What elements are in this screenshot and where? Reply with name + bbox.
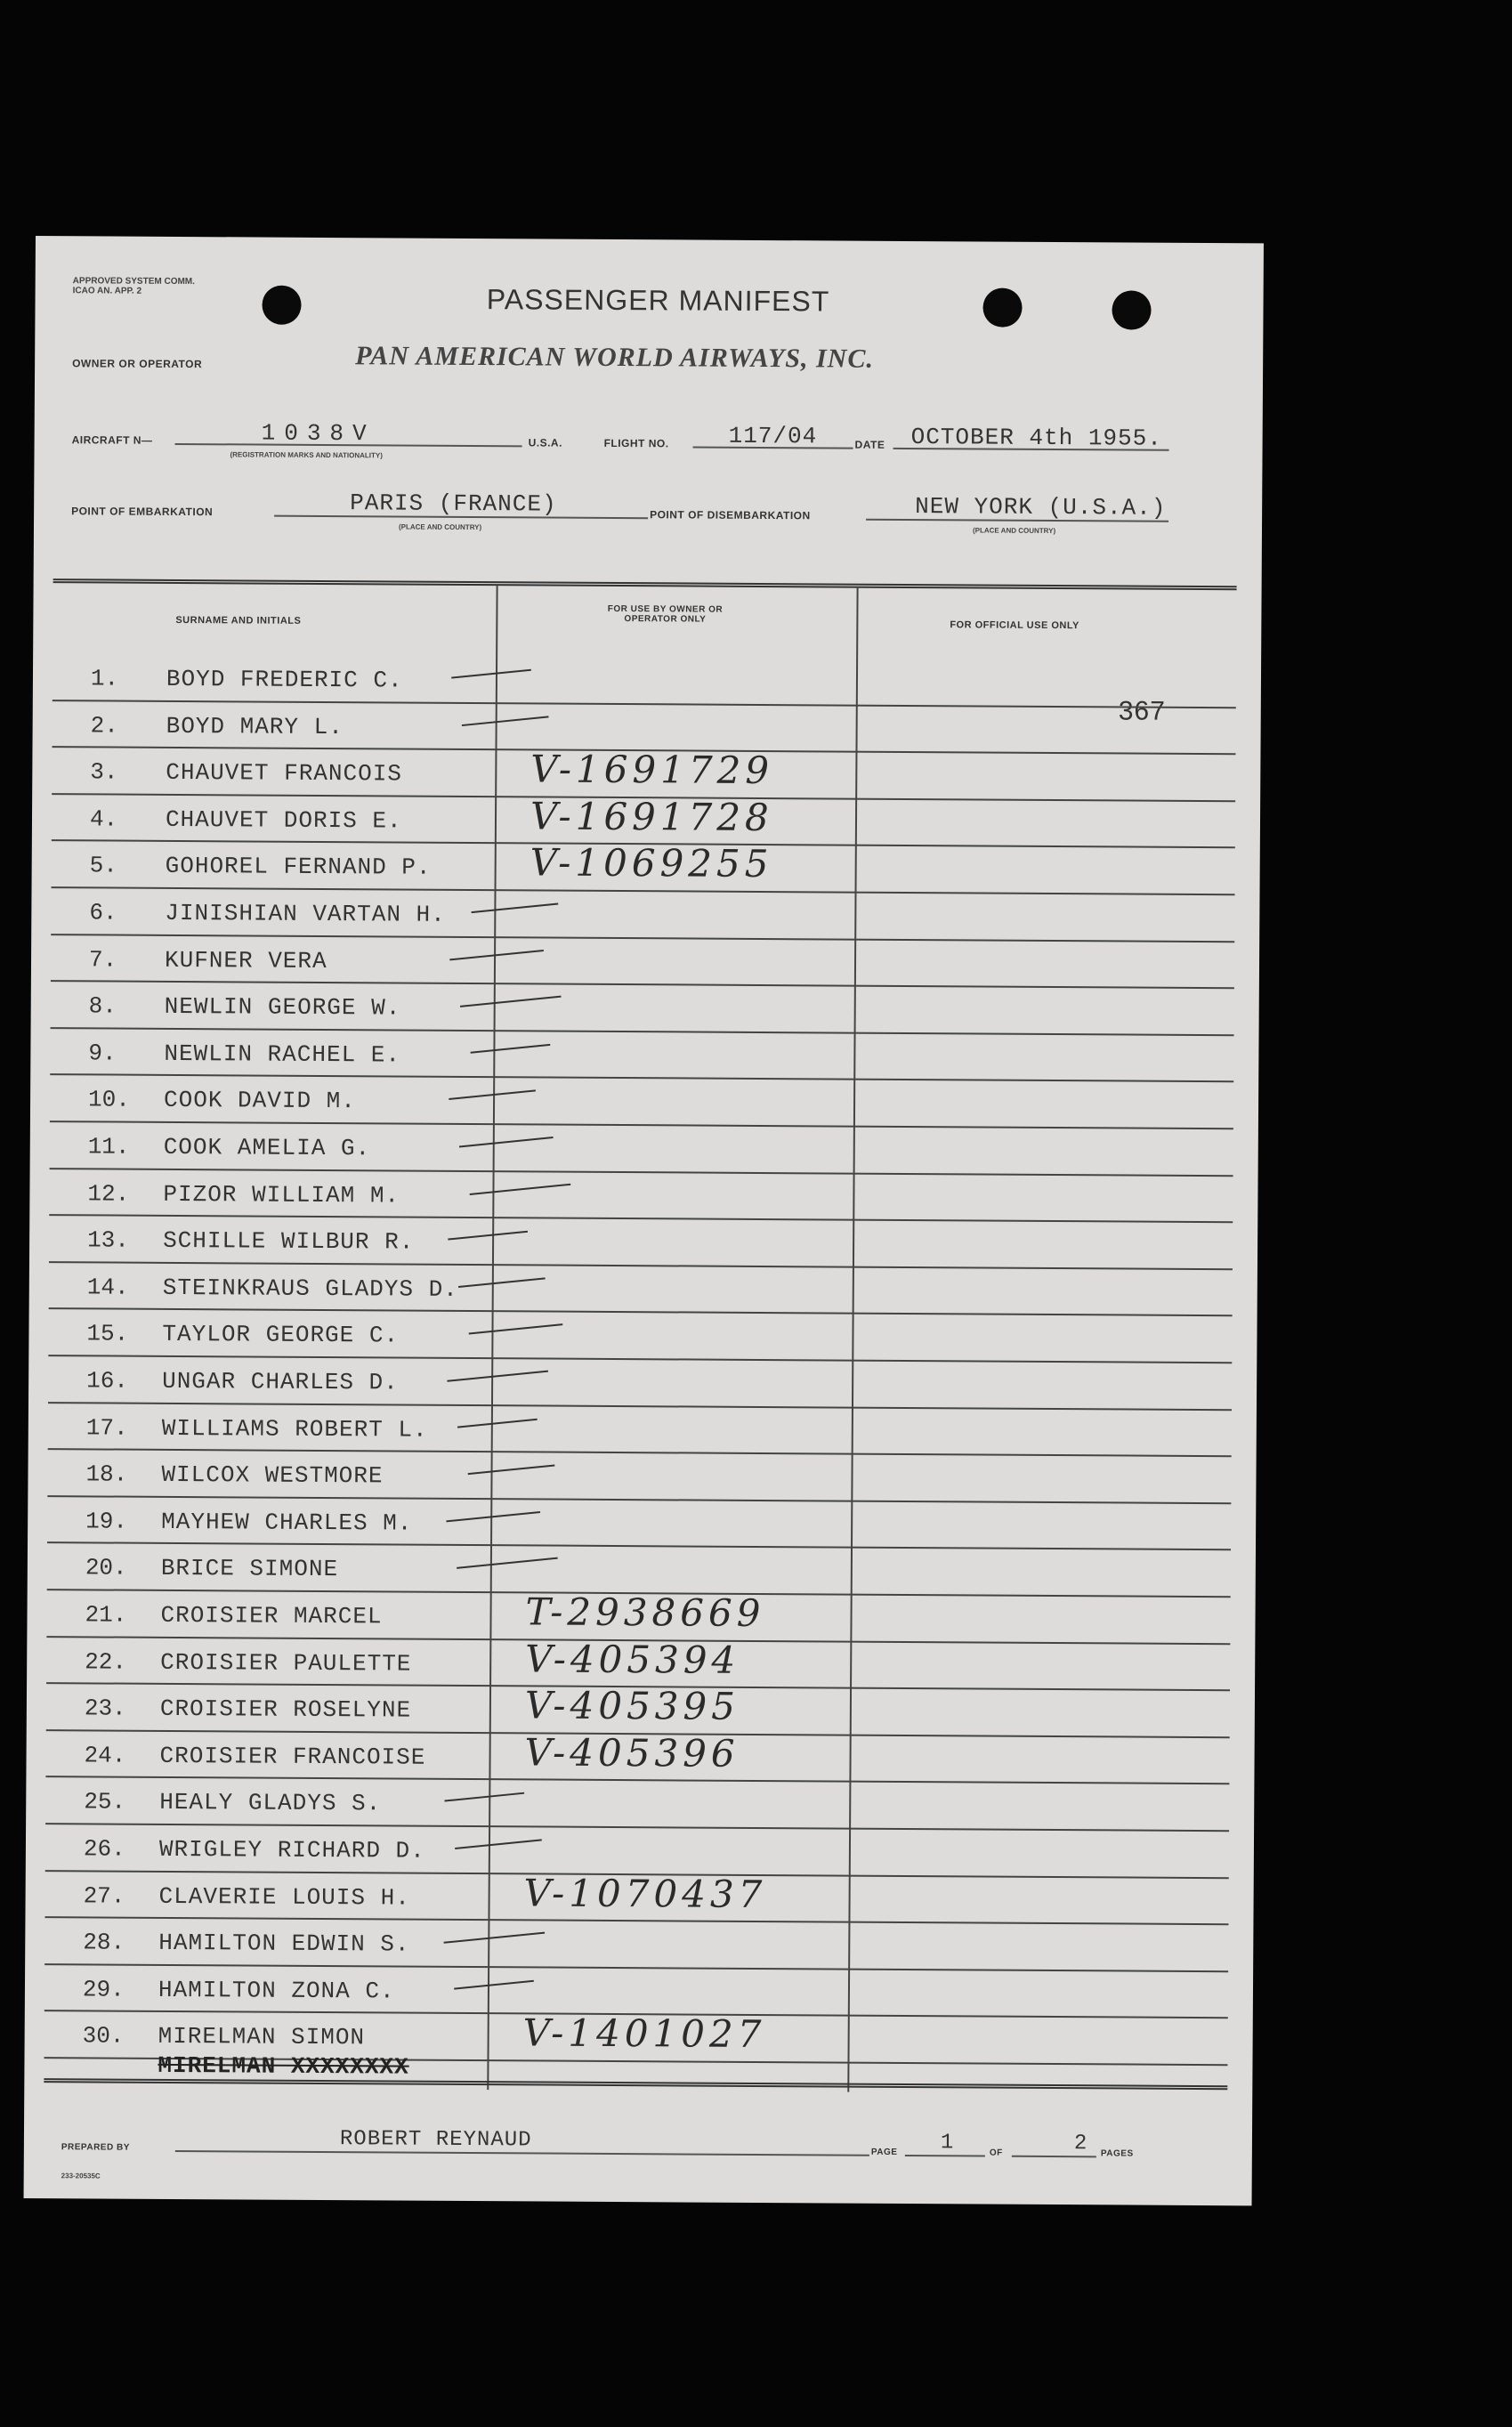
check-mark — [444, 1932, 546, 1944]
row-number: 17. — [85, 1413, 128, 1442]
disembarkation-label: POINT OF DISEMBARKATION — [650, 508, 811, 522]
check-mark — [457, 1557, 558, 1569]
check-mark — [444, 1792, 524, 1802]
row-number: 19. — [85, 1508, 128, 1535]
row-number: 9. — [88, 1040, 117, 1067]
passenger-row — [29, 1169, 1257, 1224]
column-header-operator: FOR USE BY OWNER OR OPERATOR ONLY — [607, 603, 724, 625]
row-number: 10. — [87, 1086, 130, 1114]
row-number: 3. — [90, 758, 118, 786]
page-label: PAGE — [870, 2147, 898, 2157]
visa-number: V-405394 — [525, 1636, 740, 1682]
date-label: DATE — [854, 438, 885, 451]
column-header-name: SURNAME AND INITIALS — [175, 614, 302, 627]
row-number: 5. — [89, 852, 117, 879]
visa-number: V-1069255 — [530, 840, 773, 886]
check-mark — [470, 1183, 571, 1194]
passenger-row — [28, 1356, 1257, 1411]
check-mark — [469, 1323, 563, 1334]
passenger-name: CROISIER FRANCOISE — [159, 1742, 426, 1771]
row-number: 24. — [84, 1742, 126, 1769]
passenger-row — [31, 888, 1259, 942]
passenger-name: NEWLIN GEORGE W. — [164, 993, 401, 1022]
flight-date: OCTOBER 4th 1955. — [910, 424, 1162, 452]
table-bottom-rule — [44, 2078, 1227, 2090]
visa-number: T-2938669 — [525, 1590, 765, 1636]
row-number: 12. — [87, 1179, 130, 1208]
passenger-name: SCHILLE WILBUR R. — [163, 1227, 415, 1256]
row-number: 14. — [86, 1274, 129, 1301]
passenger-name: PIZOR WILLIAM M. — [163, 1180, 400, 1209]
check-mark — [471, 1044, 551, 1054]
embarkation-place: PARIS (FRANCE) — [350, 489, 557, 518]
flight-label: FLIGHT NO. — [603, 436, 669, 450]
passenger-name: WILCOX WESTMORE — [161, 1461, 384, 1490]
check-mark — [457, 1418, 538, 1428]
official-note: 367 — [1118, 696, 1166, 726]
row-number: 16. — [86, 1367, 129, 1395]
punch-hole — [982, 288, 1022, 328]
passenger-name: GOHOREL FERNAND P. — [165, 853, 432, 882]
passenger-row — [28, 1497, 1256, 1551]
passenger-name: HEALY GLADYS S. — [159, 1789, 382, 1817]
disembarkation-sublabel: (PLACE AND COUNTRY) — [972, 526, 1056, 536]
row-number: 25. — [84, 1788, 126, 1816]
passenger-row — [25, 1872, 1253, 1926]
passenger-name: STEINKRAUS GLADYS D. — [162, 1274, 458, 1303]
passenger-name: COOK DAVID M. — [163, 1087, 357, 1115]
country-label: U.S.A. — [528, 436, 562, 449]
row-number: 6. — [89, 899, 117, 926]
row-number: 8. — [88, 992, 117, 1020]
check-mark — [455, 1839, 542, 1849]
row-number: 7. — [88, 945, 117, 974]
passenger-name: CLAVERIE LOUIS H. — [158, 1882, 410, 1912]
row-number: 28. — [83, 1929, 125, 1956]
page-line — [905, 2155, 985, 2157]
row-number: 15. — [86, 1320, 129, 1348]
passenger-row — [30, 1029, 1258, 1083]
passenger-name: HAMILTON EDWIN S. — [158, 1929, 410, 1958]
row-number: 27. — [83, 1881, 125, 1910]
prepared-by: ROBERT REYNAUD — [339, 2127, 532, 2153]
passenger-row — [25, 1918, 1253, 1972]
row-number: 23. — [84, 1695, 126, 1722]
check-mark — [462, 716, 549, 726]
flight-number: 117/04 — [728, 422, 818, 450]
form-number: 233-20535C — [61, 2172, 101, 2180]
row-number: 2. — [90, 711, 118, 740]
visa-number: V-1070437 — [523, 1870, 767, 1916]
operator-name: PAN AMERICAN WORLD AIRWAYS, INC. — [355, 341, 875, 374]
row-number: 21. — [85, 1601, 127, 1629]
total-pages: 2 — [1073, 2132, 1088, 2156]
passenger-name: BRICE SIMONE — [160, 1555, 339, 1583]
passenger-name: HAMILTON ZONA C. — [158, 1976, 395, 2005]
passenger-row — [28, 1404, 1257, 1458]
check-mark — [454, 1980, 534, 1990]
passenger-row — [26, 1777, 1254, 1832]
passenger-row — [31, 982, 1259, 1036]
embarkation-sublabel: (PLACE AND COUNTRY) — [398, 522, 482, 532]
passenger-row — [30, 1122, 1258, 1177]
passenger-row — [26, 1731, 1254, 1785]
passenger-name: BOYD MARY L. — [166, 712, 344, 740]
row-number: 26. — [83, 1835, 125, 1863]
check-mark — [449, 950, 544, 960]
check-mark — [446, 1511, 540, 1522]
passenger-name: CHAUVET FRANCOIS — [166, 759, 403, 788]
check-mark — [451, 669, 531, 679]
manifest-sheet — [24, 236, 1264, 2205]
punch-hole — [1112, 290, 1151, 329]
passenger-row — [30, 1075, 1258, 1129]
prepared-by-label: PREPARED BY — [61, 2142, 130, 2153]
passenger-row — [33, 654, 1261, 708]
check-mark — [460, 996, 562, 1007]
owner-label: OWNER OR OPERATOR — [72, 357, 203, 371]
row-number: 30. — [82, 2022, 125, 2051]
aircraft-label: AIRCRAFT N— — [71, 433, 153, 447]
visa-number: V-405395 — [524, 1683, 740, 1729]
passenger-name: COOK AMELIA G. — [163, 1133, 371, 1162]
passenger-name: BOYD FREDERIC C. — [166, 665, 403, 694]
visa-number: V-1401027 — [522, 2010, 766, 2057]
aircraft-number: 1038V — [261, 419, 376, 448]
passenger-name: NEWLIN RACHEL E. — [164, 1040, 401, 1069]
row-number: 18. — [85, 1460, 128, 1488]
passenger-name: UNGAR CHARLES D. — [162, 1367, 399, 1396]
check-mark — [458, 1277, 546, 1288]
passenger-name: CROISIER MARCEL — [160, 1601, 383, 1630]
pages-label: PAGES — [1100, 2148, 1134, 2159]
passenger-row — [29, 1216, 1257, 1270]
passenger-row — [29, 1263, 1257, 1317]
table-top-rule — [53, 578, 1237, 590]
check-mark — [447, 1371, 548, 1382]
row-number: 1. — [90, 665, 119, 692]
row-number: 22. — [85, 1647, 127, 1676]
check-mark — [472, 902, 559, 913]
passenger-name: WRIGLEY RICHARD D. — [158, 1835, 425, 1865]
check-mark — [459, 1137, 554, 1147]
passenger-row — [28, 1450, 1256, 1504]
passenger-name: MIRELMAN SIMON — [158, 2023, 366, 2051]
check-mark — [448, 1231, 528, 1241]
row-number: 29. — [82, 1976, 125, 2003]
row-number: 13. — [87, 1226, 130, 1254]
row-number: 20. — [85, 1554, 127, 1582]
passenger-name: JINISHIAN VARTAN H. — [165, 899, 446, 928]
aircraft-sublabel: (REGISTRATION MARKS AND NATIONALITY) — [230, 450, 383, 460]
struck-entry: MIRELMAN XXXXXXXX — [158, 2051, 409, 2081]
visa-number: V-1691728 — [530, 794, 773, 839]
disembarkation-place: NEW YORK (U.S.A.) — [915, 493, 1167, 522]
passenger-row — [31, 935, 1259, 990]
check-mark — [449, 1090, 536, 1101]
passenger-name: WILLIAMS ROBERT L. — [161, 1414, 428, 1444]
passenger-name: CHAUVET DORIS E. — [165, 805, 402, 835]
passenger-row — [32, 841, 1260, 895]
document-title: PASSENGER MANIFEST — [486, 283, 830, 318]
check-mark — [468, 1465, 555, 1476]
passenger-row — [28, 1309, 1257, 1363]
passenger-name: KUFNER VERA — [164, 946, 327, 975]
column-header-official: FOR OFFICIAL USE ONLY — [950, 619, 1079, 632]
passenger-name: MAYHEW CHARLES M. — [161, 1508, 413, 1537]
embarkation-label: POINT OF EMBARKATION — [71, 505, 214, 519]
approval-stamp: APPROVED SYSTEM COMM. ICAO AN. APP. 2 — [72, 276, 195, 296]
row-number: 4. — [89, 805, 118, 833]
passenger-name: CROISIER ROSELYNE — [159, 1695, 412, 1724]
of-label: OF — [989, 2148, 1003, 2158]
visa-number: V-1691729 — [530, 747, 774, 793]
page-number: 1 — [940, 2131, 955, 2156]
visa-number: V-405396 — [524, 1730, 740, 1776]
passenger-name: TAYLOR GEORGE C. — [162, 1321, 400, 1349]
passenger-name: CROISIER PAULETTE — [160, 1648, 412, 1678]
punch-hole — [262, 286, 301, 325]
row-number: 11. — [87, 1133, 130, 1161]
